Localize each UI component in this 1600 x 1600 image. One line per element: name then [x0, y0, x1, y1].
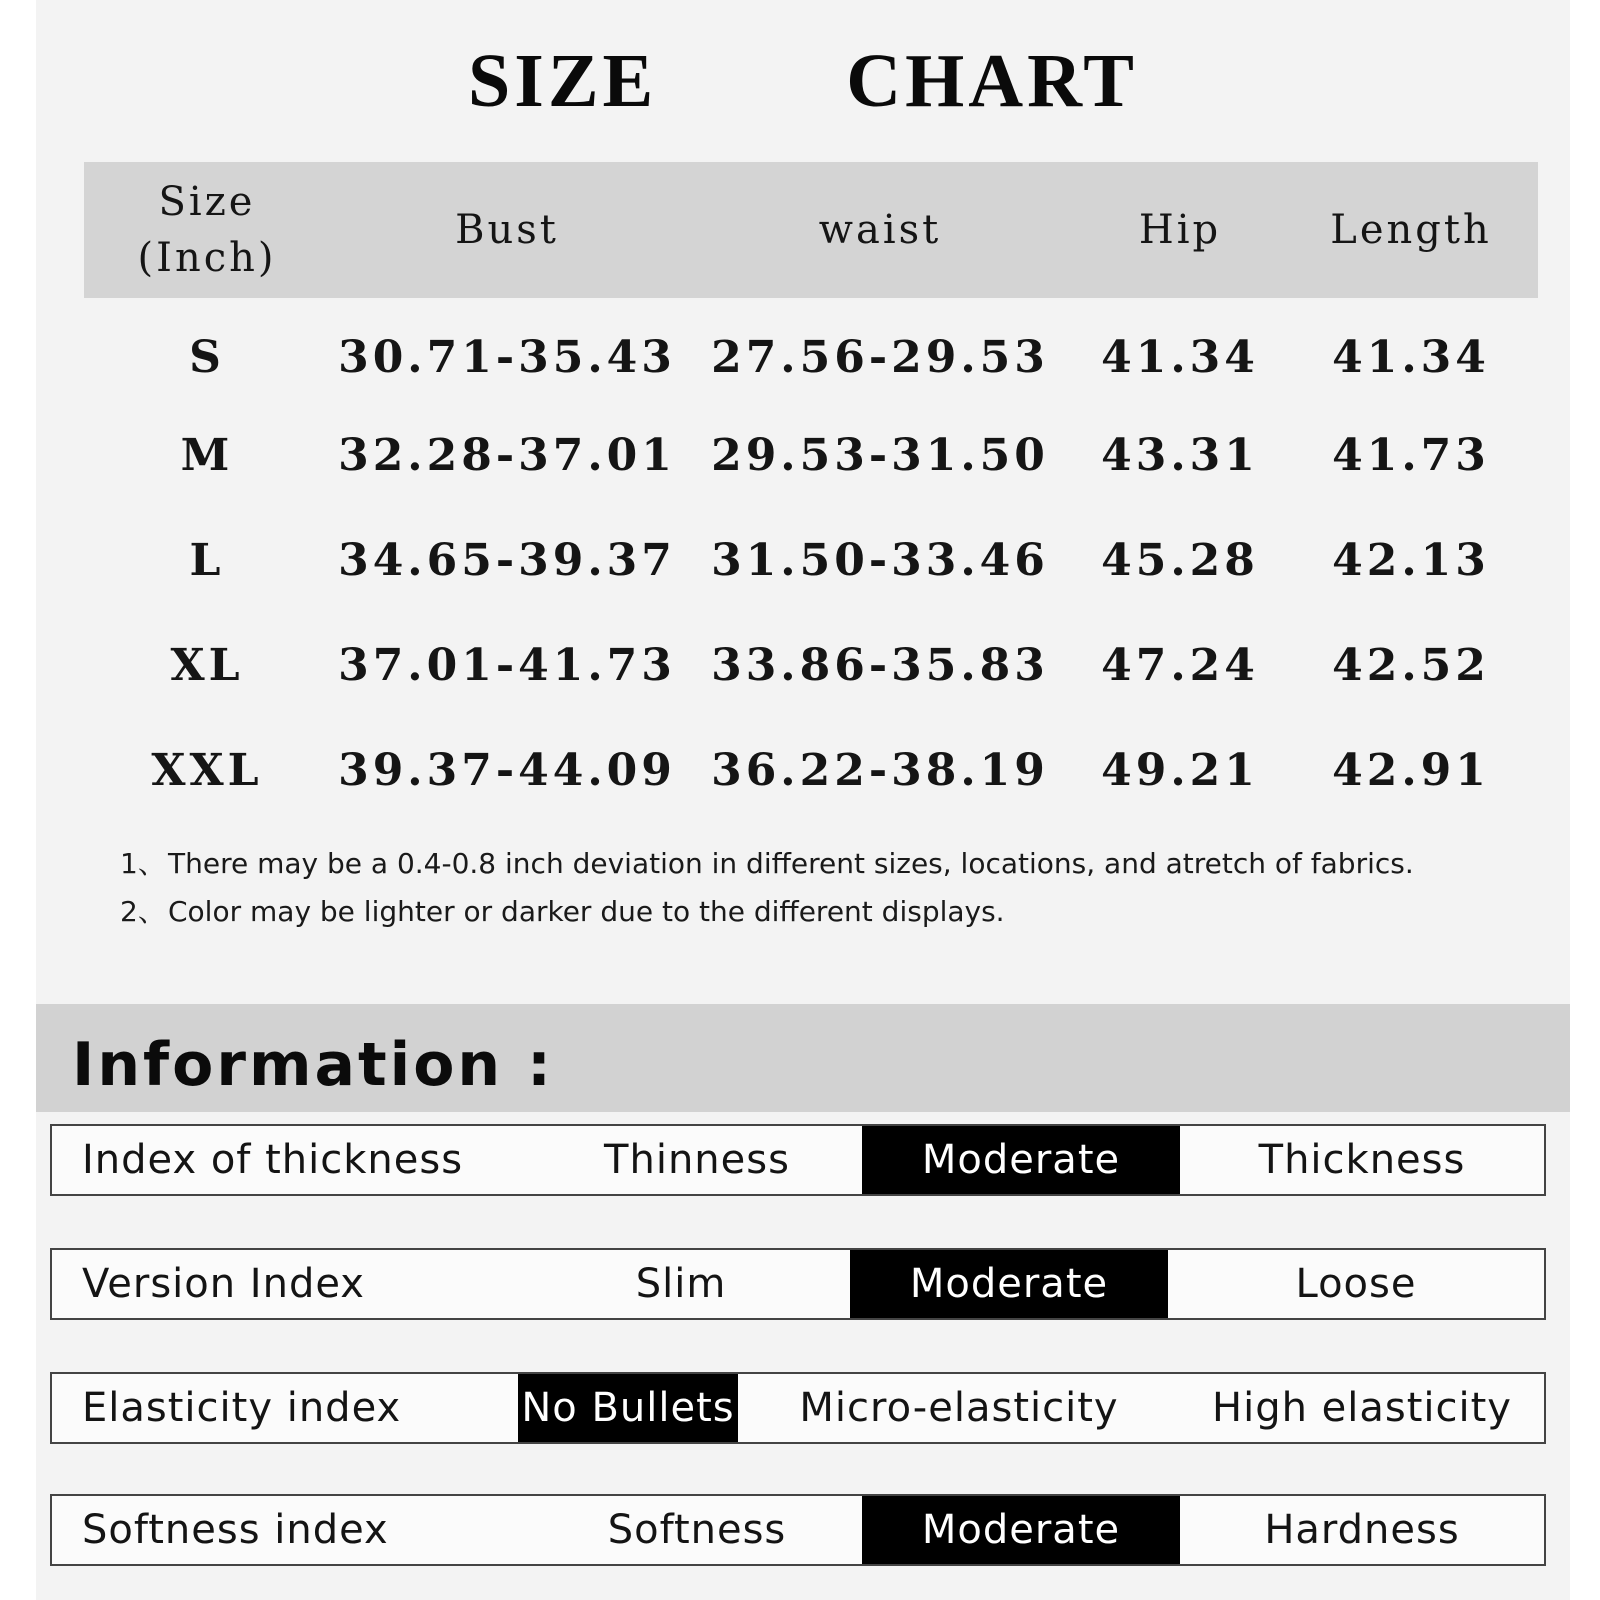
cell-hip: 41.34 [1101, 332, 1259, 383]
note-item [120, 888, 1540, 936]
row-label: Version Index [82, 1261, 365, 1307]
row-label: Index of thickness [82, 1137, 464, 1183]
cell-size: XL [170, 640, 244, 691]
option-softness: Softness [607, 1507, 787, 1553]
option-high-elasticity: High elasticity [1212, 1385, 1512, 1431]
information-title: Information : [72, 1030, 555, 1100]
note-text: There may be a 0.4-0.8 inch deviation in different sizes, locations, and atretch of fabrics. [168, 847, 1414, 880]
cell-hip: 45.28 [1101, 535, 1259, 586]
cell-size: S [189, 332, 225, 383]
cell-length: 42.91 [1332, 745, 1490, 796]
table-row [84, 298, 1538, 403]
header-hip: Hip [1138, 207, 1222, 253]
size-chart-canvas [36, 0, 1570, 1600]
row-label: Elasticity index [82, 1385, 402, 1431]
table-row [84, 403, 1538, 508]
option-moderate: Moderate [850, 1250, 1168, 1318]
size-table [84, 162, 1538, 823]
option-thickness: Thickness [1258, 1137, 1466, 1183]
page-title: SIZE CHART [467, 39, 1138, 123]
cell-bust: 37.01-41.73 [338, 640, 676, 691]
header-size: Size (Inch) [137, 179, 277, 281]
table-row [84, 718, 1538, 823]
option-micro-elasticity: Micro-elasticity [799, 1385, 1119, 1431]
cell-bust: 32.28-37.01 [338, 430, 676, 481]
information-header [36, 1004, 1570, 1112]
notes [120, 840, 1540, 936]
version-index-row [50, 1248, 1546, 1320]
cell-waist: 33.86-35.83 [711, 640, 1049, 691]
row-label: Softness index [82, 1507, 389, 1553]
cell-length: 41.34 [1332, 332, 1490, 383]
cell-bust: 34.65-39.37 [338, 535, 676, 586]
size-table-header-row [84, 162, 1538, 298]
cell-waist: 31.50-33.46 [711, 535, 1049, 586]
cell-length: 42.13 [1332, 535, 1490, 586]
thickness-index-row [50, 1124, 1546, 1196]
option-loose: Loose [1295, 1261, 1417, 1307]
option-thinness: Thinness [604, 1137, 790, 1183]
note-number: 2、 [120, 895, 166, 928]
cell-waist: 27.56-29.53 [711, 332, 1049, 383]
option-slim: Slim [635, 1261, 727, 1307]
cell-waist: 29.53-31.50 [711, 430, 1049, 481]
header-waist: waist [818, 207, 942, 253]
note-text: Color may be lighter or darker due to the different displays. [168, 895, 1005, 928]
cell-hip: 49.21 [1101, 745, 1259, 796]
cell-bust: 39.37-44.09 [338, 745, 676, 796]
cell-waist: 36.22-38.19 [711, 745, 1049, 796]
cell-size: L [189, 535, 225, 586]
note-number: 1、 [120, 847, 166, 880]
table-row [84, 508, 1538, 613]
option-moderate: Moderate [862, 1126, 1180, 1194]
header-length: Length [1330, 207, 1492, 253]
header-bust: Bust [455, 207, 559, 253]
cell-bust: 30.71-35.43 [338, 332, 676, 383]
cell-size: XXL [151, 745, 263, 796]
note-item [120, 840, 1540, 888]
table-row [84, 613, 1538, 718]
cell-length: 42.52 [1332, 640, 1490, 691]
elasticity-index-row [50, 1372, 1546, 1444]
option-moderate: Moderate [862, 1496, 1180, 1564]
option-no-bullets: No Bullets [518, 1374, 738, 1442]
cell-size: M [180, 430, 234, 481]
softness-index-row [50, 1494, 1546, 1566]
option-hardness: Hardness [1264, 1507, 1460, 1553]
cell-hip: 43.31 [1101, 430, 1259, 481]
cell-hip: 47.24 [1101, 640, 1259, 691]
cell-length: 41.73 [1332, 430, 1490, 481]
